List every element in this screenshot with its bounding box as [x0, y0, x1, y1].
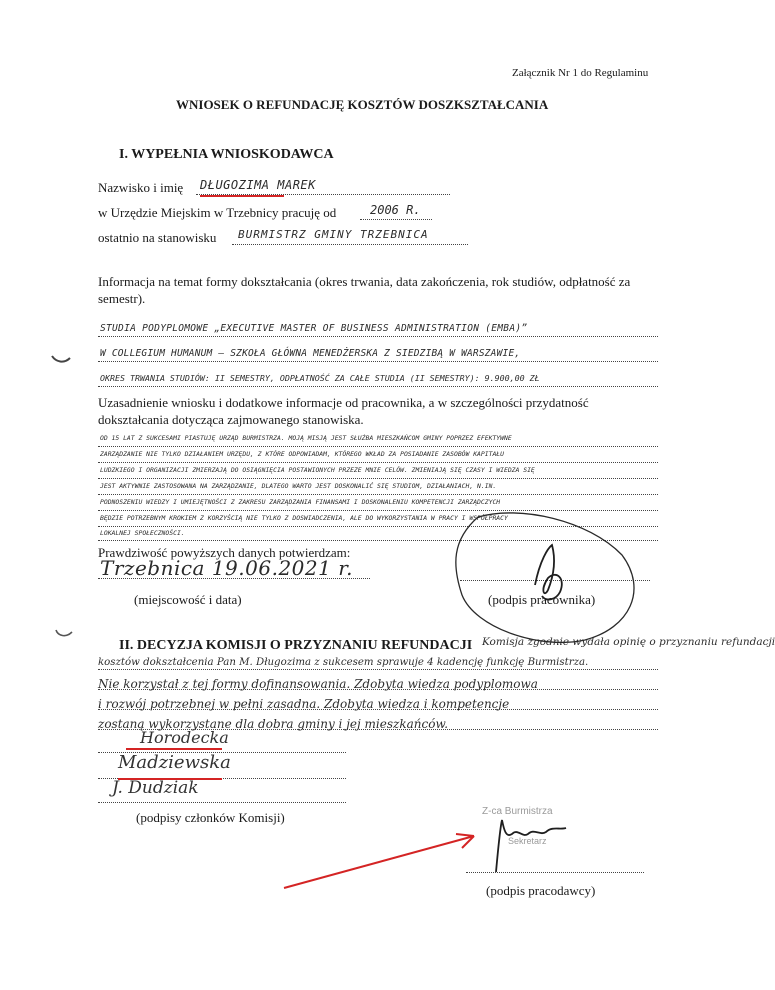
stamp-line-1: Z-ca Burmistrza — [482, 806, 553, 817]
employment-value[interactable]: 2006 R. — [370, 203, 421, 217]
member-signature-2: Madziewska — [118, 752, 231, 773]
stamp-line-2: Sekretarz — [508, 836, 547, 846]
attachment-note: Załącznik Nr 1 do Regulaminu — [512, 67, 649, 79]
employment-label: w Urzędzie Miejskim w Trzebnicy pracuję od — [98, 205, 337, 220]
just-text-6[interactable]: BĘDZIE POTRZEBNYM KROKIEM Z KORZYŚCIĄ NIE TYLKO Z DOSWIADCZENIA, ALE DO WYKORZYSTANIA W PRACY I WSPÓŁPRACY — [100, 514, 508, 522]
place-date-label: (miejscowość i data) — [134, 592, 242, 607]
document-title: WNIOSEK O REFUNDACJĘ KOSZTÓW DOSZKSZTAŁCANIA — [176, 97, 549, 112]
position-label: ostatnio na stanowisku — [98, 230, 217, 245]
red-arrow — [284, 836, 474, 888]
just-text-2[interactable]: ZARZĄDZANIE NIE TYLKO DZIAŁANIEM URZĘDU, Z KTÓRE ODPOWIADAM, KTÓREGO WKŁAD ZA POSIADANIE ZASOBÓW KAPITAŁU — [100, 450, 504, 458]
member-signature-3: J. Dudziak — [112, 778, 199, 798]
info-label: Informacja na temat formy dokształcania (okres trwania, data zakończenia, rok studiów, odpłatność za semestr). — [98, 274, 631, 306]
name-label: Nazwisko i imię — [98, 180, 184, 195]
employer-sig-label: (podpis pracodawcy) — [486, 883, 596, 898]
justification-label: Uzasadnienie wniosku i dodatkowe informacje od pracownika, a w szczególności przydatność dokształcania dotycząca zajmowanego stanowiska. — [98, 395, 589, 427]
decision-line-2[interactable]: kosztów dokształcenia Pan M. Długozima z sukcesem sprawuje 4 kadencję funkcję Burmistrza. — [98, 657, 589, 668]
member-signature-1: Horodecka — [140, 728, 229, 747]
decision-line-3[interactable]: Nie korzystał z tej formy dofinansowania. Zdobyta wiedza podyplomowa — [98, 677, 538, 691]
confirm-label: Prawdziwość powyższych danych potwierdzam: — [98, 545, 351, 560]
just-text-1[interactable]: OD 15 LAT Z SUKCESAMI PIASTUJĘ URZĄD BURMISTRZA. MOJĄ MISJĄ JEST SŁUŻBA MIESZKAŃCOM GMINY POPRZEZ EFEKTYWNE — [100, 434, 512, 442]
position-value[interactable]: BURMISTRZ GMINY TRZEBNICA — [238, 228, 429, 241]
decision-line-1[interactable]: Komisja zgodnie wydała opinię o przyznaniu refundacji — [482, 636, 775, 648]
info-text-1[interactable]: STUDIA PODYPLOMOWE „EXECUTIVE MASTER OF BUSINESS ADMINISTRATION (EMBA)” — [100, 323, 528, 334]
employee-sig-label: (podpis pracownika) — [488, 592, 596, 607]
info-text-2[interactable]: W COLLEGIUM HUMANUM – SZKOŁA GŁÓWNA MENEDŻERSKA Z SIEDZIBĄ W WARSZAWIE, — [100, 348, 521, 359]
just-text-4[interactable]: JEST AKTYWNIE ZASTOSOWANA NA ZARZĄDZANIE, DLATEGO WARTO JEST DOSKONALIĆ SIĘ STUDIOM, DZIAŁANIACH, N.IN. — [100, 482, 497, 490]
name-value[interactable]: DŁUGOZIMA MAREK — [200, 178, 316, 192]
margin-mark — [56, 630, 72, 636]
just-text-5[interactable]: PODNOSZENIU WIEDZY I UMIEJĘTNOŚCI Z ZAKRESU ZARZĄDZANIA FINANSAMI I DOSKONALENIU KOMPETENCJI ZARZĄDCZYCH — [100, 498, 501, 506]
decision-line-5[interactable]: zostaną wykorzystane dla dobra gminy i jej mieszkańców. — [98, 717, 449, 731]
margin-mark — [52, 356, 70, 362]
circle-mark — [456, 513, 634, 643]
just-text-3[interactable]: LUDZKIEGO I ORGANIZACJI ZMIERZAJĄ DO OSIĄGNIĘCIA POSTAWIONYCH PRZEZE MNIE CELÓW. ZMIENIAJĄ SIĘ CZASY I WIEDZA SIĘ — [100, 466, 535, 474]
employer-signature — [496, 820, 566, 872]
section1-heading: I. WYPEŁNIA WNIOSKODAWCA — [119, 147, 334, 162]
info-text-3[interactable]: OKRES TRWANIA STUDIÓW: II SEMESTRY, ODPŁATNOŚĆ ZA CAŁE STUDIA (II SEMESTRY): 9.900,00 ZŁ — [100, 373, 540, 383]
section2-heading: II. DECYZJA KOMISJI O PRZYZNANIU REFUNDACJI — [119, 638, 473, 653]
members-label: (podpisy członków Komisji) — [136, 810, 285, 825]
decision-line-4[interactable]: i rozwój potrzebnej w pełni zasadna. Zdobyta wiedza i kompetencje — [98, 697, 510, 711]
place-date-value[interactable]: Trzebnica 19.06.2021 r. — [100, 556, 353, 580]
employee-signature — [535, 545, 562, 599]
just-text-7[interactable]: LOKALNEJ SPOŁECZNOŚCI. — [100, 529, 185, 537]
